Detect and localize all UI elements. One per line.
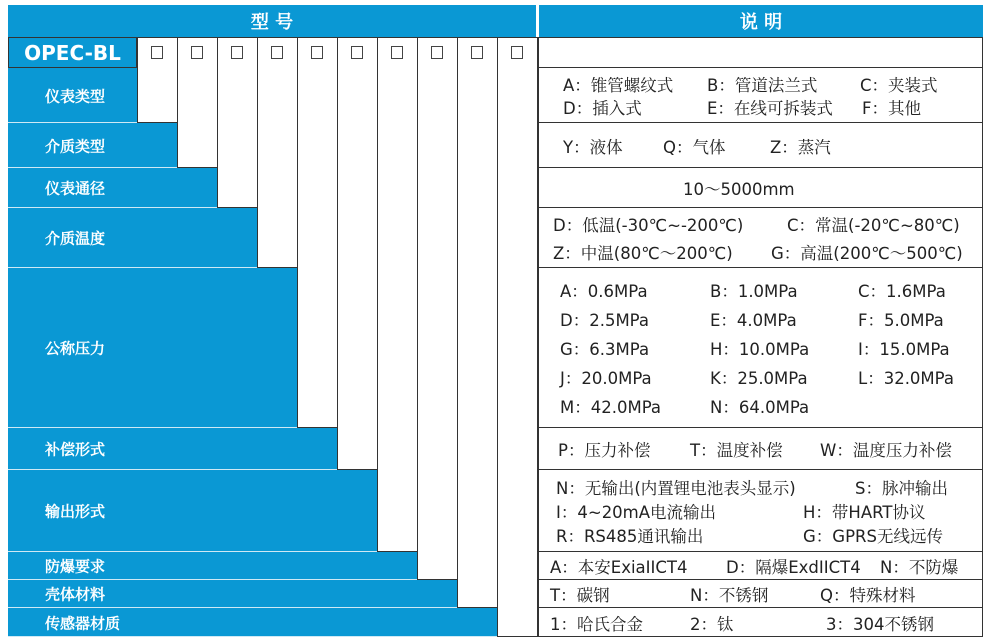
option-text: S：脉冲输出 <box>855 479 948 498</box>
row-label: 公称压力 <box>45 339 106 358</box>
code-column-4 <box>257 37 298 268</box>
code-column-7 <box>377 37 418 552</box>
option-text: Q：特殊材料 <box>820 586 916 605</box>
option-text: 10～5000mm <box>683 180 795 199</box>
row-label: 传感器材质 <box>45 614 121 632</box>
row-label: 仪表类型 <box>45 87 106 105</box>
option-text: M：42.0MPa <box>560 398 662 417</box>
code-checkbox-8[interactable] <box>431 46 443 59</box>
option-text: A：锥管螺纹式 <box>563 76 674 95</box>
option-text: G：6.3MPa <box>560 340 650 359</box>
description-header: 说 明 <box>539 5 983 37</box>
row-label: 介质温度 <box>45 229 106 248</box>
row-label: 补偿形式 <box>45 440 106 459</box>
option-text: H：带HART协议 <box>803 503 926 522</box>
code-checkbox-7[interactable] <box>391 46 403 59</box>
code-column-5 <box>297 37 338 428</box>
code-column-8 <box>417 37 458 580</box>
option-text: I：15.0MPa <box>858 340 950 359</box>
option-text: W：温度压力补偿 <box>820 441 952 460</box>
option-text: F：其他 <box>862 99 921 118</box>
code-checkbox-10[interactable] <box>511 46 523 59</box>
code-checkbox-2[interactable] <box>191 46 203 59</box>
option-text: Y：液体 <box>563 137 623 157</box>
option-text: A：本安ExiaIICT4 <box>550 558 688 577</box>
option-text: 2：钛 <box>690 614 734 634</box>
option-text: Q：气体 <box>663 137 726 157</box>
code-checkbox-6[interactable] <box>351 46 363 59</box>
option-text: A：0.6MPa <box>560 282 648 301</box>
option-text: G：高温(200℃～500℃) <box>771 244 963 263</box>
option-text: C：1.6MPa <box>858 282 946 301</box>
option-text: J：20.0MPa <box>560 369 652 388</box>
option-text: H：10.0MPa <box>710 340 810 359</box>
option-text: E：在线可拆装式 <box>707 99 833 118</box>
code-column-3 <box>217 37 258 208</box>
code-column-6 <box>337 37 378 470</box>
option-text: N：不锈钢 <box>690 586 769 605</box>
option-text: N：64.0MPa <box>710 398 810 417</box>
option-text: D：低温(-30℃~-200℃) <box>553 216 744 235</box>
code-column-9 <box>457 37 498 608</box>
code-checkbox-1[interactable] <box>151 46 163 59</box>
option-text: P：压力补偿 <box>558 441 651 460</box>
code-column-10 <box>497 37 538 637</box>
code-checkbox-4[interactable] <box>271 46 283 59</box>
option-text: N：不防爆 <box>880 558 959 577</box>
option-text: D：2.5MPa <box>560 311 650 330</box>
option-text: Z：中温(80℃～200℃) <box>553 244 733 263</box>
option-text: G：GPRS无线远传 <box>803 527 943 546</box>
option-text: Z：蒸汽 <box>770 137 831 157</box>
option-text: C：常温(-20℃~80℃) <box>787 216 960 235</box>
row-label: 输出形式 <box>45 502 106 521</box>
desc-blank-cell <box>538 37 983 68</box>
option-text: 3：304不锈钢 <box>826 614 934 634</box>
option-text: C：夹装式 <box>860 76 938 95</box>
option-text: I：4~20mA电流输出 <box>556 503 717 522</box>
option-text: D：插入式 <box>563 99 642 118</box>
option-text: E：4.0MPa <box>710 311 797 330</box>
option-text: N：无输出(内置锂电池表头显示) <box>556 479 796 498</box>
row-label: 壳体材料 <box>45 585 106 604</box>
option-text: B：1.0MPa <box>710 282 798 301</box>
option-text: L：32.0MPa <box>858 369 954 388</box>
model-header: 型 号 <box>8 5 536 37</box>
option-text: D：隔爆ExdIICT4 <box>726 558 861 577</box>
row-label: 防爆要求 <box>45 557 106 576</box>
option-text: 1：哈氏合金 <box>550 614 643 634</box>
row-label-cell <box>8 168 217 208</box>
option-text: T：碳钢 <box>550 586 610 605</box>
code-checkbox-5[interactable] <box>311 46 323 59</box>
model-code: OPEC-BL <box>8 37 137 68</box>
row-label: 介质类型 <box>45 137 106 155</box>
code-checkbox-9[interactable] <box>471 46 483 59</box>
option-text: T：温度补偿 <box>690 441 783 460</box>
option-text: B：管道法兰式 <box>707 76 818 95</box>
row-label: 仪表通径 <box>45 179 106 198</box>
option-text: F：5.0MPa <box>858 311 944 330</box>
code-checkbox-3[interactable] <box>231 46 243 59</box>
option-text: K：25.0MPa <box>710 369 808 388</box>
option-text: R：RS485通讯输出 <box>556 527 704 546</box>
